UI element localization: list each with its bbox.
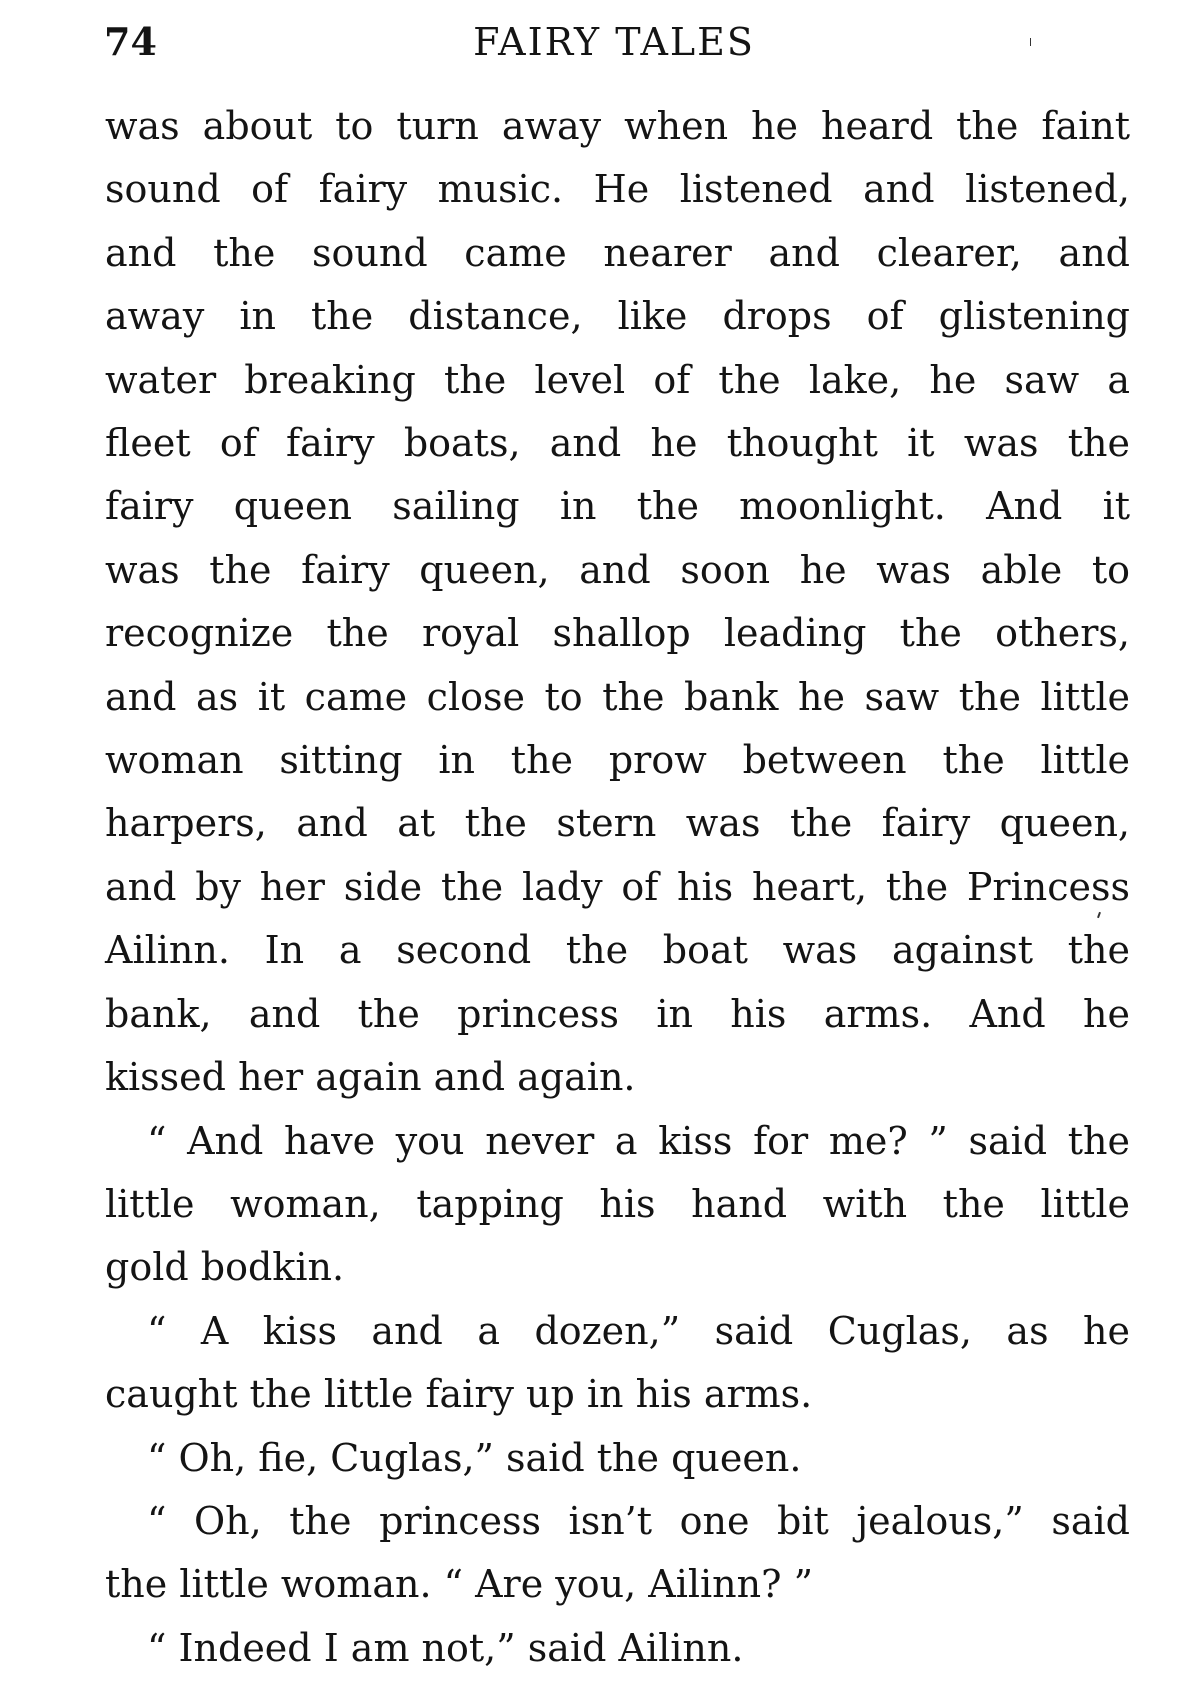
text-line: was about to turn away when he heard the faint <box>105 104 1130 148</box>
scan-speck <box>1030 38 1031 46</box>
paragraph <box>105 1427 1130 1490</box>
text-line: water breaking the level of the lake, he saw a <box>105 357 1130 402</box>
text-line: bank, and the princess in his arms. And he <box>105 991 1130 1036</box>
text-line: and by her side the lady of his heart, the Princess <box>105 864 1130 909</box>
text-line: recognize the royal shallop leading the others, <box>105 611 1130 656</box>
text-line: Ailinn. In a second the boat was against the <box>105 928 1130 973</box>
text-line: away in the distance, like drops of glistening <box>105 294 1130 339</box>
running-head: FAIRY TALES <box>473 20 755 64</box>
text-line: harpers, and at the stern was the fairy queen, <box>105 801 1130 846</box>
body-text <box>105 95 1130 1680</box>
text-line: fleet of fairy boats, and he thought it was the <box>105 421 1130 466</box>
text-line: “ Oh, fie, Cuglas,” said the queen. <box>147 1435 802 1480</box>
paragraph <box>105 1300 1130 1427</box>
text-line: “ A kiss and a dozen,” said Cuglas, as he <box>147 1308 1130 1353</box>
page-number: 74 <box>104 19 157 64</box>
text-line: the little woman. “ Are you, Ailinn? ” <box>105 1562 813 1607</box>
text-line: “ Oh, the princess isn’t one bit jealous,” said <box>147 1498 1130 1543</box>
text-line: “ And have you never a kiss for me? ” said the <box>147 1118 1130 1163</box>
text-line: sound of fairy music. He listened and listened, <box>105 167 1130 212</box>
paragraph <box>105 1617 1130 1680</box>
paragraph <box>105 1110 1130 1300</box>
text-line: woman sitting in the prow between the little <box>105 738 1130 783</box>
text-line: gold bodkin. <box>105 1245 345 1290</box>
text-line: “ Indeed I am not,” said Ailinn. <box>147 1625 744 1670</box>
text-line: was the fairy queen, and soon he was able to <box>105 547 1130 592</box>
text-line: and as it came close to the bank he saw the little <box>105 674 1130 719</box>
text-line: and the sound came nearer and clearer, and <box>105 230 1130 275</box>
paragraph <box>105 95 1130 1110</box>
text-line: caught the little fairy up in his arms. <box>105 1372 813 1417</box>
paragraph <box>105 1490 1130 1617</box>
text-line: little woman, tapping his hand with the little <box>105 1181 1130 1226</box>
page-header <box>104 12 1124 72</box>
text-line: kissed her again and again. <box>105 1055 636 1100</box>
text-line: fairy queen sailing in the moonlight. And it <box>105 484 1130 529</box>
